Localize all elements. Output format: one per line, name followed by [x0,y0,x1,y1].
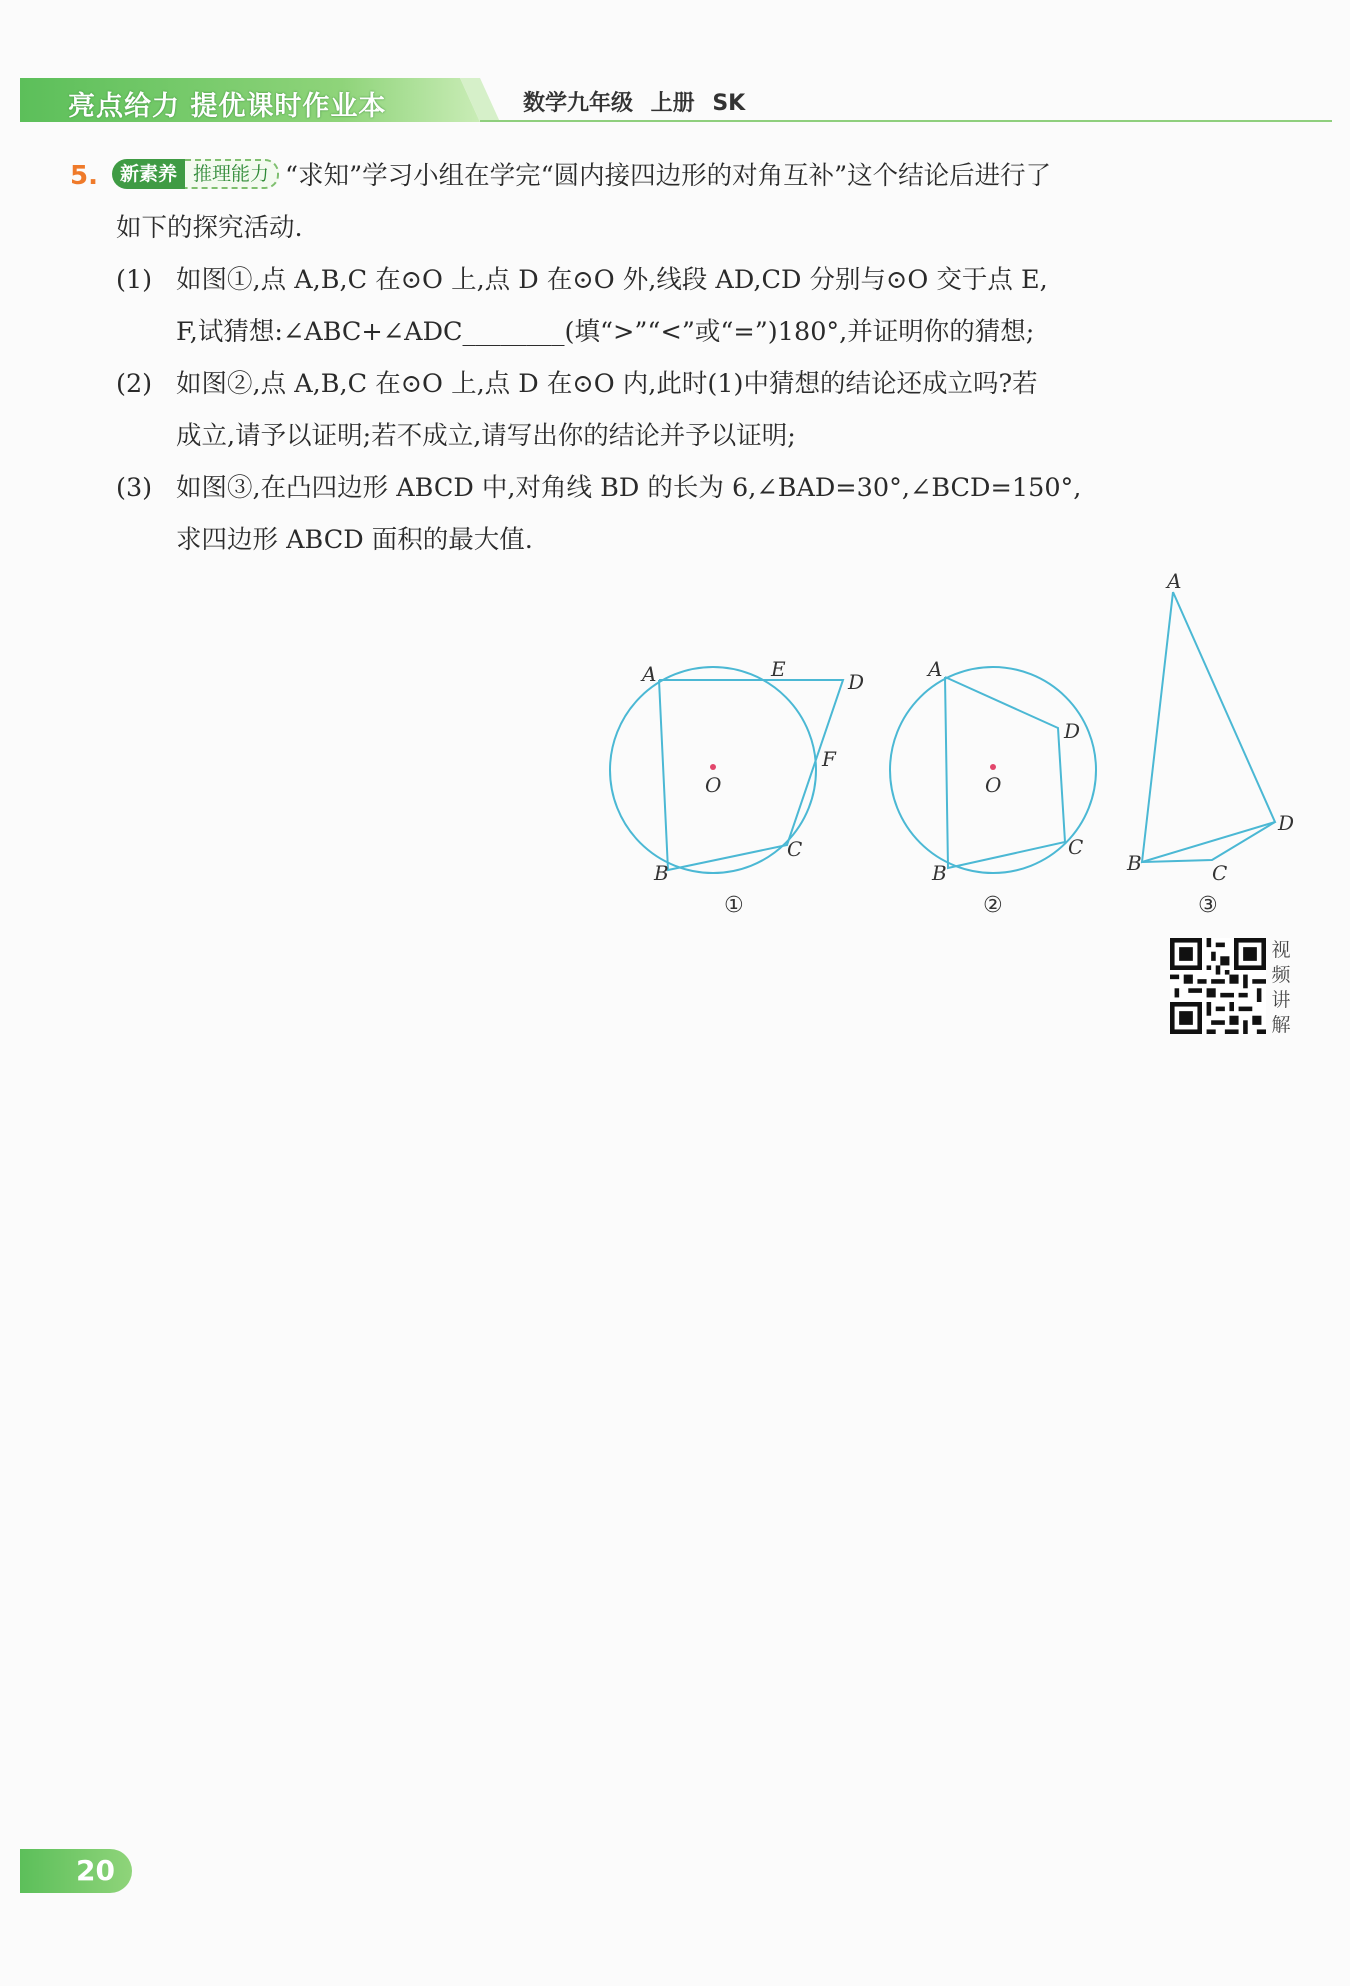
part-1-line-1: 如图①,点 A,B,C 在⊙O 上,点 D 在⊙O 外,线段 AD,CD 分别与⊙O 交于点 E, [176,265,1048,295]
intro-line-1: “求知”学习小组在学完“圆内接四边形的对角互补”这个结论后进行了 [285,161,1052,191]
qr-caption-char: 频 [1271,964,1291,986]
problem-intro [112,150,1300,202]
fig2-label-o: O [985,773,1002,797]
fig2-label-a: A [928,657,943,681]
page-header [20,78,1312,122]
qr-caption-char: 视 [1271,939,1291,961]
fig3-triangle-abd [1142,592,1275,862]
badge-secondary: 推理能力 [185,159,279,189]
qr-caption-char: 解 [1271,1014,1291,1036]
page-number: 20 [76,1854,115,1887]
problem-5 [70,150,1300,566]
part-2-line-2: 成立,请予以证明;若不成立,请写出你的结论并予以证明; [176,421,796,451]
fig2-circle [890,667,1096,873]
qr-code-icon[interactable] [1170,938,1266,1034]
fig2-quadrilateral [945,677,1065,868]
fig1-quadrilateral [659,680,843,870]
fig2-center-dot [990,764,996,770]
fig3-label-b: B [1127,851,1142,875]
fig2-label-c: C [1068,835,1084,859]
part-1-label: (1) [116,265,153,295]
fig1-label-c: C [787,837,803,861]
fig2-label-d: D [1064,719,1081,743]
literacy-badge [112,159,279,189]
fig1-circle [610,667,816,873]
problem-number: 5. [70,161,98,191]
fig1-label-a: A [642,662,657,686]
header-subtitle: 数学九年级 上册 SK [523,91,746,116]
fig1-center-dot [710,764,716,770]
fig1-label-f: F [822,747,836,771]
fig2-caption: ② [983,893,1003,918]
part-3-line-1: 如图③,在凸四边形 ABCD 中,对角线 BD 的长为 6,∠BAD=30°,∠BCD=150°, [176,473,1082,503]
fig3-caption: ③ [1198,893,1218,918]
fig3-side-bcd [1142,822,1275,862]
header-divider [480,120,1332,122]
part-3-label: (3) [116,473,153,503]
page-number-tab [20,1849,132,1893]
part-2-label: (2) [116,369,153,399]
fig3-label-c: C [1212,861,1228,885]
qr-caption [1270,938,1292,1038]
fig2-label-b: B [932,861,947,885]
fig1-caption: ① [724,893,744,918]
fig1-label-e: E [771,657,786,681]
part-1-line-2: F,试猜想:∠ABC+∠ADC________(填“>”“<”或“=”)180°,并证明你的猜想; [176,317,1035,347]
fig3-label-a: A [1167,569,1182,593]
qr-caption-char: 讲 [1271,989,1291,1011]
fig1-label-d: D [848,670,865,694]
part-1 [116,254,1300,358]
part-2-line-1: 如图②,点 A,B,C 在⊙O 上,点 D 在⊙O 内,此时(1)中猜想的结论还成立吗?若 [176,369,1038,399]
fig1-label-o: O [705,773,722,797]
badge-primary: 新素养 [112,159,185,189]
part-2 [116,358,1300,462]
fig1-label-b: B [654,861,669,885]
part-3 [116,462,1300,566]
intro-line-2: 如下的探究活动. [116,213,303,243]
fig3-label-d: D [1278,811,1295,835]
header-title: 亮点给力 提优课时作业本 [68,91,387,122]
part-3-line-2: 求四边形 ABCD 面积的最大值. [176,525,533,555]
